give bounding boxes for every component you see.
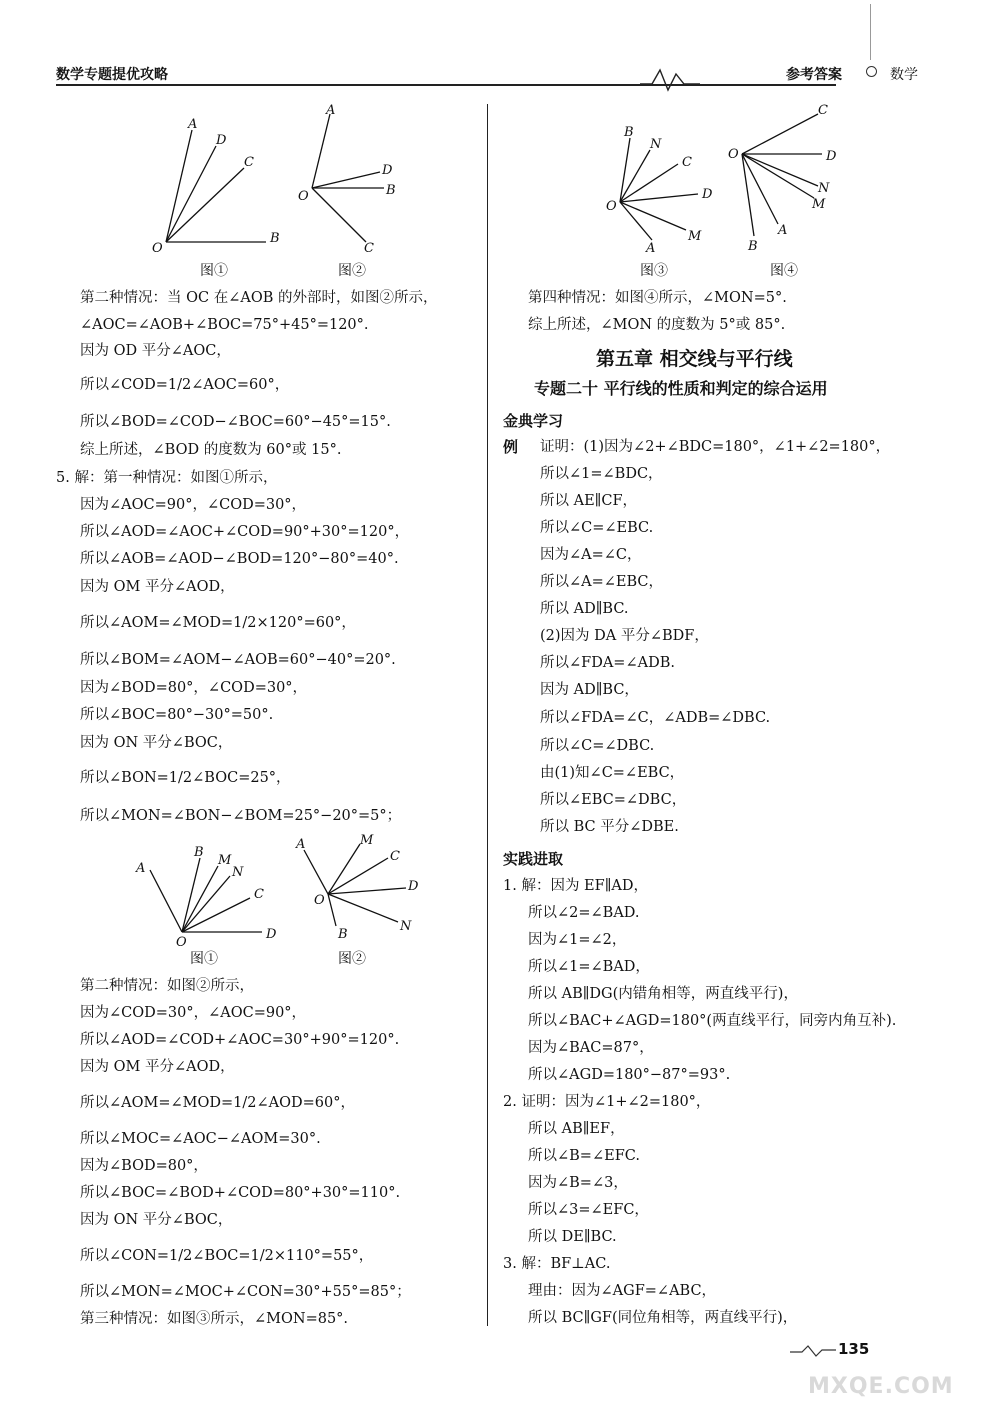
chapter-title: 第五章 相交线与平行线 (596, 348, 793, 370)
answer-line: 所以 BC∥GF(同位角相等，两直线平行)， (528, 1310, 798, 1326)
point-label: B (624, 125, 634, 140)
answer-line: 证明：(1)因为∠2+∠BDC=180°，∠1+∠2=180°， (540, 439, 891, 455)
figure-caption: 图④ (770, 263, 798, 279)
answer-line: 2. 证明：因为∠1+∠2=180°， (503, 1094, 711, 1110)
point-label: A (778, 223, 788, 238)
answer-line: 所以∠2=∠BAD. (528, 905, 640, 921)
answer-line: (2)因为 DA 平分∠BDF， (540, 628, 709, 644)
point-label: O (298, 189, 309, 204)
answer-line: ∠AOC=∠AOB+∠BOC=75°+45°=120°. (80, 317, 369, 333)
point-label: C (254, 887, 264, 902)
answer-line: 所以∠BON=1/2∠BOC=25°， (80, 770, 291, 786)
point-label: M (812, 197, 826, 212)
figure-caption: 图① (190, 951, 218, 967)
answer-line: 因为∠B=∠3， (528, 1175, 628, 1191)
answer-line: 所以∠FDA=∠ADB. (540, 655, 675, 671)
point-label: B (270, 231, 280, 246)
answer-line: 1. 解：因为 EF∥AD， (503, 878, 648, 894)
subject-label: 数学 (890, 67, 918, 83)
answer-line: 所以∠3=∠EFC， (528, 1202, 649, 1218)
point-label: M (218, 853, 232, 868)
answer-line: 所以 DE∥BC. (528, 1229, 617, 1245)
answer-line: 因为∠A=∠C， (540, 547, 642, 563)
answer-line: 第二种情况：如图②所示， (80, 978, 254, 994)
figure-mid-left-2 (290, 830, 430, 950)
point-label: A (188, 117, 198, 132)
answer-line: 所以∠A=∠EBC， (540, 574, 664, 590)
answer-line: 因为∠BOD=80°，∠COD=30°， (80, 680, 308, 696)
point-label: N (818, 181, 830, 196)
answer-line: 所以∠BOC=80°−30°=50°. (80, 707, 274, 723)
answer-line: 因为 OM 平分∠AOD， (80, 579, 235, 595)
answer-line: 所以∠BOD=∠COD−∠BOC=60°−45°=15°. (80, 414, 391, 430)
answer-line: 所以∠EBC=∠DBC， (540, 792, 687, 808)
answer-line: 5. 解：第一种情况：如图①所示， (56, 470, 278, 486)
point-label: B (194, 845, 204, 860)
point-label: N (400, 919, 412, 934)
figure-top-left-2 (290, 100, 410, 260)
answer-line: 所以∠B=∠EFC. (528, 1148, 640, 1164)
answer-line: 所以∠AOB=∠AOD−∠BOD=120°−80°=40°. (80, 551, 399, 567)
figure-top-right-3 (590, 120, 730, 260)
point-label: D (266, 927, 277, 942)
example-label: 例 (503, 438, 519, 456)
header-rule (56, 84, 836, 86)
answer-line: 所以 AB∥DG(内错角相等，两直线平行)， (528, 986, 798, 1002)
point-label: B (338, 927, 348, 942)
answer-line: 所以∠MOC=∠AOC−∠AOM=30°. (80, 1131, 321, 1147)
answer-line: 3. 解：BF⊥AC. (503, 1256, 611, 1272)
figure-caption: 图① (200, 263, 228, 279)
book-title: 数学专题提优攻略 (56, 67, 168, 83)
point-label: O (314, 893, 325, 908)
point-label: O (152, 241, 163, 256)
column-divider (487, 104, 488, 1326)
answer-line: 所以∠BOC=∠BOD+∠COD=80°+30°=110°. (80, 1185, 401, 1201)
answer-line: 所以 AB∥EF， (528, 1121, 625, 1137)
answer-line: 所以∠C=∠EBC. (540, 520, 654, 536)
figure-caption: 图③ (640, 263, 668, 279)
answer-line: 因为 AD∥BC， (540, 682, 639, 698)
topic-title: 专题二十 平行线的性质和判定的综合运用 (534, 379, 828, 398)
point-label: O (606, 199, 617, 214)
header-vertical-rule (870, 4, 871, 60)
point-label: A (646, 241, 656, 256)
point-label: C (364, 241, 374, 256)
point-label: C (390, 849, 400, 864)
figure-caption: 图② (338, 263, 366, 279)
figure-caption: 图② (338, 951, 366, 967)
answer-line: 所以∠COD=1/2∠AOC=60°， (80, 377, 290, 393)
answer-line: 所以 AD∥BC. (540, 601, 629, 617)
point-label: N (232, 865, 244, 880)
point-label: A (136, 861, 146, 876)
answer-line: 综上所述，∠MON 的度数为 5°或 85°. (528, 317, 786, 333)
answer-line: 所以∠FDA=∠C，∠ADB=∠DBC. (540, 710, 771, 726)
point-label: M (360, 833, 374, 848)
point-label: D (702, 187, 713, 202)
answer-line: 因为∠BOD=80°， (80, 1158, 208, 1174)
watermark: MXQE.COM (808, 1374, 954, 1399)
answer-line: 因为∠BAC=87°， (528, 1040, 654, 1056)
answer-line: 所以∠1=∠BAD， (528, 959, 650, 975)
point-label: O (176, 935, 187, 950)
point-label: A (296, 837, 306, 852)
figure-mid-left-1 (130, 840, 290, 950)
point-label: D (408, 879, 419, 894)
point-label: B (386, 183, 396, 198)
answer-line: 因为 ON 平分∠BOC， (80, 1212, 233, 1228)
answer-line: 因为∠COD=30°，∠AOC=90°， (80, 1005, 307, 1021)
answer-line: 所以 AE∥CF， (540, 493, 638, 509)
point-label: O (728, 147, 739, 162)
answer-line: 因为 OM 平分∠AOD， (80, 1059, 235, 1075)
answer-line: 由(1)知∠C=∠EBC， (540, 765, 685, 781)
point-label: N (650, 137, 662, 152)
answer-line: 因为∠AOC=90°，∠COD=30°， (80, 497, 307, 513)
answer-line: 所以∠AOD=∠COD+∠AOC=30°+90°=120°. (80, 1032, 400, 1048)
answer-line: 所以 BC 平分∠DBE. (540, 819, 679, 835)
answer-line: 理由：因为∠AGF=∠ABC， (528, 1283, 717, 1299)
point-label: C (244, 155, 254, 170)
section-heading: 实践进取 (503, 850, 564, 868)
point-label: D (826, 149, 837, 164)
point-label: B (748, 239, 758, 254)
answer-line: 所以∠AOM=∠MOD=1/2∠AOD=60°， (80, 1095, 355, 1111)
point-label: A (326, 103, 336, 118)
answer-line: 所以∠CON=1/2∠BOC=1/2×110°=55°， (80, 1248, 374, 1264)
answer-line: 第四种情况：如图④所示，∠MON=5°. (528, 290, 787, 306)
answer-line: 所以∠MON=∠MOC+∠CON=30°+55°=85°； (80, 1284, 411, 1300)
answer-line: 所以∠1=∠BDC， (540, 466, 663, 482)
answer-line: 所以∠AGD=180°−87°=93°. (528, 1067, 731, 1083)
point-label: M (688, 229, 702, 244)
point-label: D (382, 163, 393, 178)
circle-icon (866, 66, 877, 77)
point-label: D (216, 133, 227, 148)
answer-line: 所以∠BOM=∠AOM−∠AOB=60°−40°=20°. (80, 652, 396, 668)
answer-line: 所以∠MON=∠BON−∠BOM=25°−20°=5°； (80, 808, 402, 824)
point-label: C (682, 155, 692, 170)
section-title: 参考答案 (786, 67, 842, 83)
answer-line: 所以∠AOD=∠AOC+∠COD=90°+30°=120°， (80, 524, 410, 540)
answer-line: 所以∠C=∠DBC. (540, 738, 655, 754)
answer-line: 所以∠AOM=∠MOD=1/2×120°=60°， (80, 615, 356, 631)
answer-line: 综上所述，∠BOD 的度数为 60°或 15°. (80, 442, 342, 458)
section-heading: 金典学习 (503, 412, 564, 430)
figure-top-right-4 (722, 100, 852, 260)
wave-icon (790, 1342, 836, 1358)
zigzag-icon (640, 66, 700, 92)
answer-line: 第三种情况：如图③所示，∠MON=85°. (80, 1311, 349, 1327)
point-label: C (818, 103, 828, 118)
figure-top-left-1 (140, 110, 290, 260)
answer-line: 因为∠1=∠2， (528, 932, 627, 948)
answer-line: 因为 ON 平分∠BOC， (80, 735, 233, 751)
answer-line: 因为 OD 平分∠AOC， (80, 343, 231, 359)
answer-line: 第二种情况：当 OC 在∠AOB 的外部时，如图②所示， (80, 290, 438, 306)
answer-line: 所以∠BAC+∠AGD=180°(两直线平行，同旁内角互补). (528, 1013, 897, 1029)
page-number: 135 (838, 1340, 870, 1358)
